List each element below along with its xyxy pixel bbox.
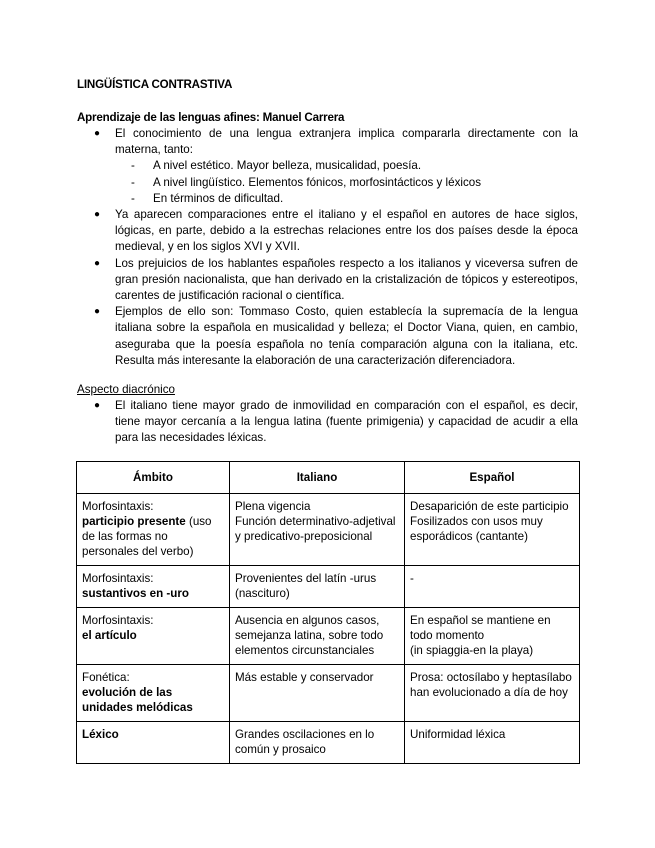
cell-espanol (405, 494, 580, 566)
section-heading-aprendizaje: Aprendizaje de las lenguas afines: Manuel Carrera (77, 111, 345, 124)
italiano-line: Ausencia en algunos casos, semejanza latina, sobre todo elementos circunstanciales (235, 614, 384, 657)
table-row (77, 665, 580, 722)
espanol-line: (in spiaggia-en la playa) (410, 644, 534, 657)
ambito-term: Léxico (82, 728, 119, 741)
table-row (77, 722, 580, 764)
ambito-line (82, 727, 224, 742)
cell-espanol (405, 608, 580, 665)
ambito-line (82, 628, 224, 643)
table-header-row (77, 462, 580, 494)
ambito-term: participio presente (82, 515, 186, 528)
bullet-item (77, 126, 578, 158)
bullet-list-diacronico (77, 398, 578, 447)
italiano-line: Plena vigencia (235, 500, 311, 513)
bullet-text: El conocimiento de una lengua extranjera implica compararla directamente con la materna, tanto: (115, 127, 578, 157)
comparison-table (76, 461, 580, 764)
ambito-label: Morfosintaxis: (82, 572, 154, 585)
header-italiano: Italiano (230, 462, 405, 494)
cell-ambito (77, 608, 230, 665)
italiano-line: Grandes oscilaciones en lo común y prosaico (235, 728, 375, 756)
ambito-label: Fonética: (82, 671, 130, 684)
espanol-line: Fosilizados con usos muy esporádicos (cantante) (410, 515, 543, 543)
bullet-dot-icon: ● (94, 209, 101, 221)
ambito-term: sustantivos en -uro (82, 587, 189, 600)
ambito-label: Morfosintaxis: (82, 614, 154, 627)
ambito-line (82, 586, 224, 601)
cell-italiano (230, 665, 405, 722)
ambito-line (82, 685, 224, 715)
bullet-dot-icon: ● (94, 128, 101, 139)
cell-espanol (405, 665, 580, 722)
espanol-line: Uniformidad léxica (410, 728, 506, 741)
header-ambito: Ámbito (77, 462, 230, 494)
bullet-text: Ya aparecen comparaciones entre el italiano y el español en autores de hace siglos, lógicas, en parte, debido a la estrechas relaciones entre los dos países desde la época medieval, y en los siglos XVI y XVII. (115, 208, 578, 254)
bullet-text: Los prejuicios de los hablantes españoles respecto a los italianos y viceversa sufren de gran presión nacionalista, que han derivado en la cristalización de tópicos y estereotipos, carentes de justificación racional o científica. (115, 256, 578, 303)
sub-item (77, 191, 578, 207)
espanol-line: Prosa: octosílabo y heptasílabo han evolucionado a día de hoy (410, 671, 572, 699)
bullet-list-aprendizaje (77, 126, 578, 369)
cell-italiano (230, 608, 405, 665)
ambito-term: evolución de las unidades melódicas (82, 686, 193, 714)
ambito-note: (uso de las formas no personales del verbo) (82, 515, 212, 558)
document-title: LINGÜÍSTICA CONTRASTIVA (77, 78, 233, 91)
header-espanol: Español (405, 462, 580, 494)
cell-italiano (230, 566, 405, 608)
table-body (77, 494, 580, 764)
dash-icon: - (131, 175, 135, 189)
cell-italiano (230, 722, 405, 764)
bullet-item (77, 207, 578, 256)
dash-icon: - (131, 191, 135, 205)
cell-ambito (77, 665, 230, 722)
espanol-line: - (410, 572, 414, 585)
italiano-line: Provenientes del latín -urus (nascituro) (235, 572, 377, 600)
section-heading-diacronico: Aspecto diacrónico (77, 383, 175, 396)
cell-ambito (77, 566, 230, 608)
bullet-text: El italiano tiene mayor grado de inmovilidad en comparación con el español, es decir, tiene mayor cercanía a la lengua latina (fuente primigenia) y capacidad de acudir a ella para las necesidades léxicas. (115, 399, 578, 445)
cell-espanol (405, 722, 580, 764)
cell-ambito (77, 494, 230, 566)
cell-espanol (405, 566, 580, 608)
bullet-item (77, 304, 578, 369)
cell-italiano (230, 494, 405, 566)
ambito-line (82, 514, 224, 559)
sub-item-text: En términos de dificultad. (153, 191, 284, 205)
dash-icon: - (131, 159, 135, 173)
sub-item-text: A nivel estético. Mayor belleza, musicalidad, poesía. (153, 159, 422, 173)
bullet-text: Ejemplos de ello son: Tommaso Costo, quien establecía la supremacía de la lengua italiana sobre la española en musicalidad y belleza; el Doctor Viana, quien, en cambio, aseguraba que la poesía española no tenía comparación alguna con la italiana, etc. Resulta más interesante la elaboración de una caracterización diferenciadora. (115, 305, 578, 367)
ambito-label: Morfosintaxis: (82, 500, 154, 513)
espanol-line: Desaparición de este participio (410, 500, 569, 513)
ambito-line (82, 613, 224, 628)
ambito-line (82, 670, 224, 685)
ambito-line (82, 571, 224, 586)
table-row (77, 608, 580, 665)
bullet-dot-icon: ● (94, 257, 101, 269)
table-row (77, 494, 580, 566)
bullet-item (77, 398, 578, 447)
ambito-term: el artículo (82, 629, 137, 642)
bullet-dot-icon: ● (94, 306, 101, 318)
espanol-line: En español se mantiene en todo momento (410, 614, 551, 642)
bullet-item (77, 256, 578, 305)
italiano-line: Función determinativo-adjetival y predicativo-preposicional (235, 515, 396, 543)
cell-ambito (77, 722, 230, 764)
sub-item (77, 175, 578, 191)
sub-item (77, 158, 578, 174)
ambito-line (82, 499, 224, 514)
italiano-line: Más estable y conservador (235, 671, 374, 684)
bullet-dot-icon: ● (94, 400, 101, 411)
table-row (77, 566, 580, 608)
sub-item-text: A nivel lingüístico. Elementos fónicos, morfosintácticos y léxicos (153, 175, 481, 189)
